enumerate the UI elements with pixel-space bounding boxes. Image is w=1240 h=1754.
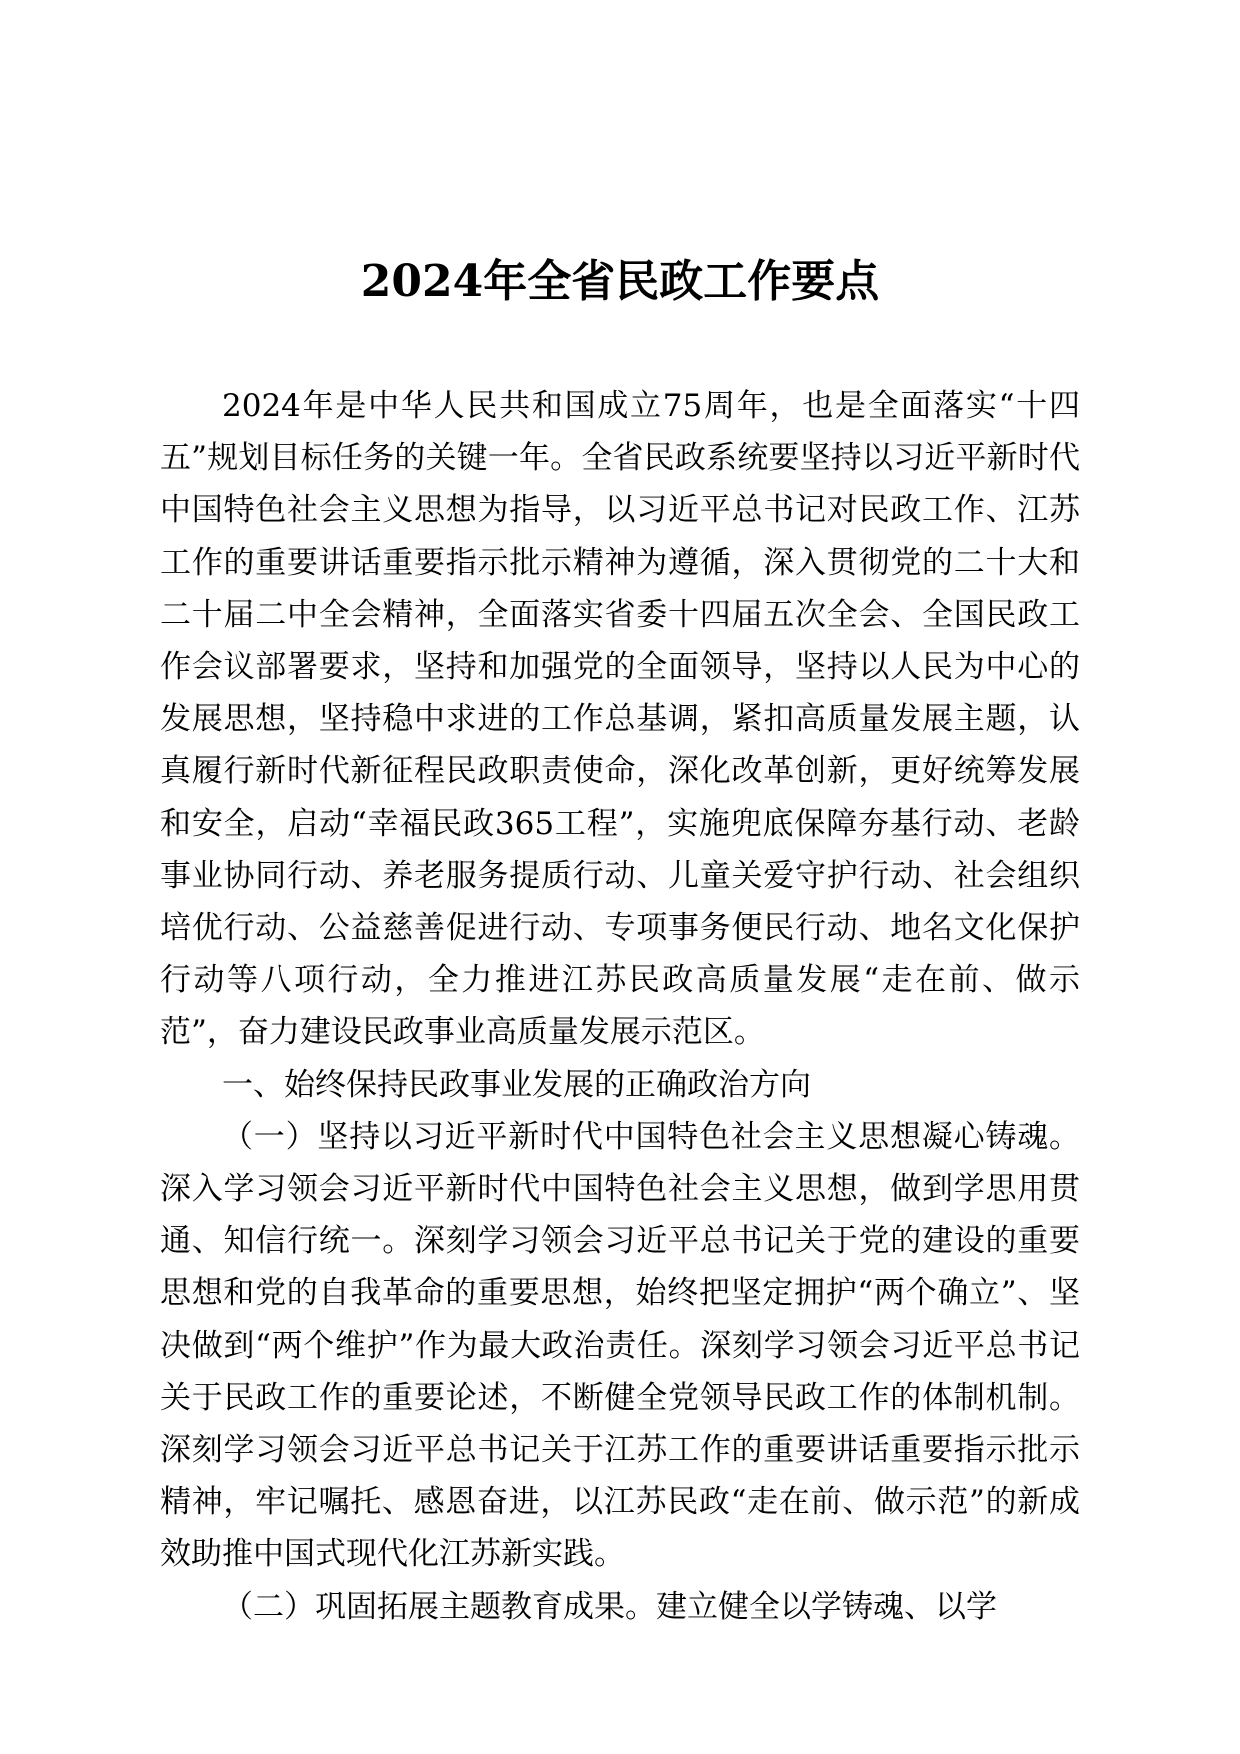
document-body	[160, 380, 1080, 1633]
item-paragraph: （一）坚持以习近平新时代中国特色社会主义思想凝心铸魂。深入学习领会习近平新时代中国特色社会主义思想，做到学思用贯通、知信行统一。深刻学习领会习近平总书记关于党的建设的重要思想和党的自我革命的重要思想，始终把坚定拥护“两个确立”、坚决做到“两个维护”作为最大政治责任。深刻学习领会习近平总书记关于民政工作的重要论述，不断健全党领导民政工作的体制机制。深刻学习领会习近平总书记关于江苏工作的重要讲话重要指示批示精神，牢记嘱托、感恩奋进，以江苏民政“走在前、做示范”的新成效助推中国式现代化江苏新实践。	[160, 1118, 1080, 1573]
item-paragraph: （二）巩固拓展主题教育成果。建立健全以学铸魂、以学	[222, 1588, 997, 1625]
document-title: 2024年全省民政工作要点	[360, 256, 880, 307]
section-heading: 一、始终保持民政事业发展的正确政治方向	[222, 1066, 811, 1103]
intro-paragraph: 2024年是中华人民共和国成立75周年，也是全面落实“十四五”规划目标任务的关键一年。全省民政系统要坚持以习近平新时代中国特色社会主义思想为指导，以习近平总书记对民政工作、江苏工作的重要讲话重要指示批示精神为遵循，深入贯彻党的二十大和二十届二中全会精神，全面落实省委十四届五次全会、全国民政工作会议部署要求，坚持和加强党的全面领导，坚持以人民为中心的发展思想，坚持稳中求进的工作总基调，紧扣高质量发展主题，认真履行新时代新征程民政职责使命，深化改革创新，更好统筹发展和安全，启动“幸福民政365工程”，实施兜底保障夯基行动、老龄事业协同行动、养老服务提质行动、儿童关爱守护行动、社会组织培优行动、公益慈善促进行动、专项事务便民行动、地名文化保护行动等八项行动，全力推进江苏民政高质量发展“走在前、做示范”，奋力建设民政事业高质量发展示范区。	[160, 388, 1080, 1051]
